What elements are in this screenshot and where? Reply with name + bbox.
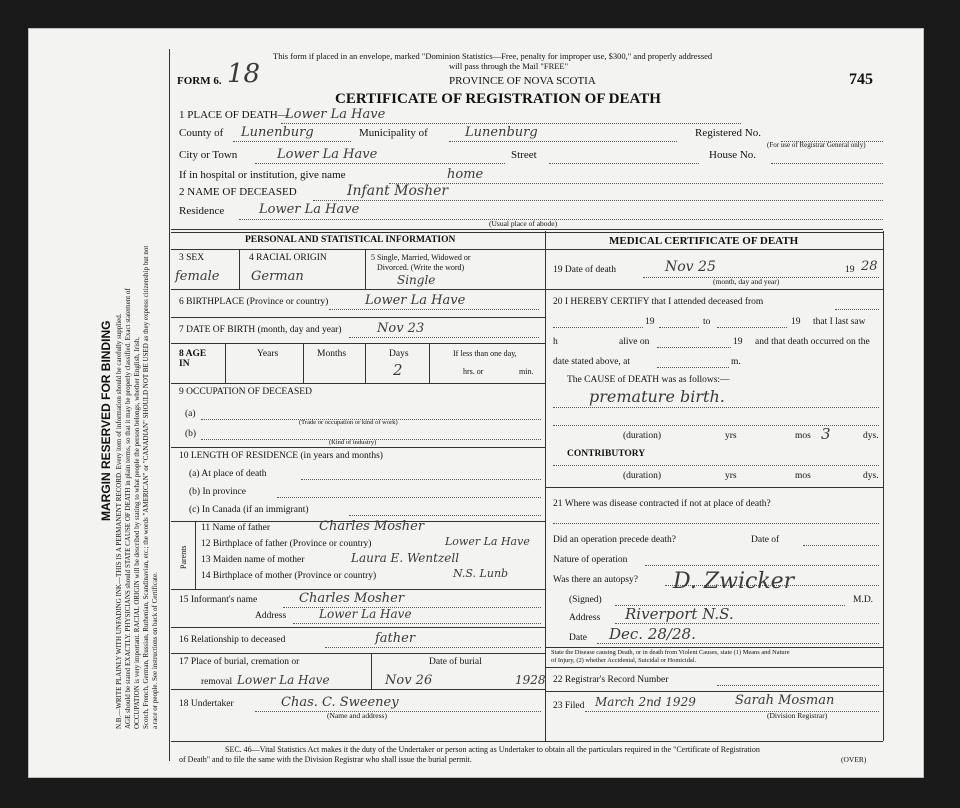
registrar-signature: Sarah Mosman <box>735 693 835 708</box>
death-certificate <box>28 28 924 778</box>
mother-birthplace-label: 14 Birthplace of mother (Province or country) <box>201 571 377 581</box>
footer-sec46: SEC. 46—Vital Statistics Act makes it the duty of the Undertaker or person acting as Undertaker to obtain all the particulars required in the "Certificate of Registration <box>225 745 760 754</box>
race-label: 4 RACIAL ORIGIN <box>249 253 327 263</box>
duration-label: (duration) <box>623 431 661 441</box>
violent-note: State the Disease causing Death, or in death from Violent Causes, state (1) Means and Nature <box>551 649 790 656</box>
occupation-label: 9 OCCUPATION OF DECEASED <box>179 387 312 397</box>
nature-label: Nature of operation <box>553 555 628 565</box>
margin-title: MARGIN RESERVED FOR BINDING <box>99 320 113 521</box>
dys-label: dys. <box>863 471 879 481</box>
death-date-value: Nov 25 <box>665 259 716 275</box>
rule <box>657 367 729 368</box>
certificate-number: 745 <box>849 71 873 88</box>
rule <box>233 141 351 142</box>
place-of-death-value: Lower La Have <box>285 107 386 122</box>
less-than-day-label: If less than one day, <box>453 349 517 358</box>
alive-h: h <box>553 337 558 347</box>
operation-date-label: Date of <box>751 535 780 545</box>
rule <box>615 623 879 624</box>
cell-divider <box>303 343 304 383</box>
mother-value: Laura E. Wentzell <box>351 551 460 565</box>
sex-value: female <box>175 269 220 284</box>
county-value: Lunenburg <box>241 125 314 140</box>
q22-label: 22 Registrar's Record Number <box>553 675 669 685</box>
father-birthplace-label: 12 Birthplace of father (Province or country) <box>201 539 372 549</box>
occupation-b-note: (Kind of industry) <box>329 439 377 446</box>
min-label: min. <box>519 367 534 376</box>
signature-date-value: Dec. 28/28. <box>609 625 696 643</box>
undertaker-label: 18 Undertaker <box>179 699 234 709</box>
name-label: 2 NAME OF DECEASED <box>179 186 297 198</box>
yrs-label: yrs <box>725 471 737 481</box>
rule <box>171 343 545 344</box>
rule <box>449 141 677 142</box>
rule <box>171 653 545 654</box>
table-right <box>883 231 884 741</box>
rule <box>545 647 883 648</box>
alive-19: 19 <box>733 337 743 347</box>
rule <box>329 309 539 310</box>
rule <box>171 627 545 628</box>
violent-note: of Injury, (2) whether Accidental, Suicidal or Homicidal. <box>551 657 697 664</box>
rule <box>553 465 879 466</box>
table-top-rule <box>171 229 883 233</box>
registrar-note: (For use of Registrar General only) <box>767 141 866 149</box>
relationship-label: 16 Relationship to deceased <box>179 635 286 645</box>
rule <box>835 309 879 310</box>
rule <box>281 123 741 124</box>
rule <box>803 545 879 546</box>
marital-label: Divorced. (Write the word) <box>377 263 465 272</box>
abode-note: (Usual place of abode) <box>489 219 558 228</box>
mail-notice: will pass through the Mail "FREE" <box>449 61 569 71</box>
burial-place-value: Lower La Have <box>237 673 330 687</box>
yrs-label: yrs <box>725 431 737 441</box>
rule <box>255 711 541 712</box>
hrs-label: hrs. or <box>463 367 484 376</box>
informant-label: 15 Informant's name <box>179 595 258 605</box>
rule <box>325 647 541 648</box>
dys-label: dys. <box>863 431 879 441</box>
days-label: Days <box>389 349 409 359</box>
relationship-value: father <box>375 631 416 646</box>
table-bottom-rule <box>171 741 883 742</box>
instruction-line: N.B.—WRITE PLAINLY WITH UNFADING INK—THIS IS A PERMANENT RECORD. Every item of information should be carefully supplied. <box>115 313 123 729</box>
instruction-line: Scotch, French, German, Russian, Ruthenian, Scandinavian, etc.; the words "AMERICAN" or "CANADIAN" SHOULD NOT BE USED as they express citizenship but not <box>142 245 150 729</box>
certify-to: to <box>703 317 711 327</box>
rule <box>171 447 545 448</box>
rule <box>171 689 545 690</box>
cause-value: premature birth. <box>589 387 725 406</box>
rule <box>549 163 699 164</box>
rule <box>553 523 879 524</box>
residence-b: (b) In province <box>189 487 246 497</box>
certificate-title: CERTIFICATE OF REGISTRATION OF DEATH <box>335 91 661 107</box>
rule <box>349 337 539 338</box>
municipality-value: Lunenburg <box>465 125 538 140</box>
city-value: Lower La Have <box>277 147 378 162</box>
operation-label: Did an operation precede death? <box>553 535 676 545</box>
occupation-a-note: (Trade or occupation or kind of work) <box>299 419 398 426</box>
dob-value: Nov 23 <box>377 321 425 336</box>
informant-value: Charles Mosher <box>299 591 405 606</box>
mos-label: mos <box>795 431 811 441</box>
rule <box>597 643 879 644</box>
personal-heading: PERSONAL AND STATISTICAL INFORMATION <box>245 235 456 245</box>
rule <box>545 289 883 290</box>
cell-divider <box>225 343 226 383</box>
registered-no-label: Registered No. <box>695 127 761 139</box>
rule <box>293 623 541 624</box>
cell-divider <box>195 521 196 589</box>
mother-label: 13 Maiden name of mother <box>201 555 305 565</box>
form-number: FORM 6. <box>177 75 222 87</box>
physician-address-value: Riverport N.S. <box>625 605 734 623</box>
county-label: County of <box>179 127 224 139</box>
certify-19a: 19 <box>645 317 655 327</box>
filed-value: March 2nd 1929 <box>595 695 696 709</box>
certify-label: 20 I HEREBY CERTIFY that I attended deceased from <box>553 297 764 307</box>
birthplace-value: Lower La Have <box>365 293 466 308</box>
sex-label: 3 SEX <box>179 253 205 263</box>
name-value: Infant Mosher <box>347 183 449 199</box>
rule <box>313 200 883 201</box>
marital-value: Single <box>397 273 436 287</box>
place-of-death-label: 1 PLACE OF DEATH— <box>179 109 289 121</box>
street-label: Street <box>511 149 537 161</box>
occupation-b: (b) <box>185 429 197 439</box>
rule <box>545 487 883 488</box>
death-date-note: (month, day and year) <box>713 277 780 286</box>
city-label: City or Town <box>179 149 238 161</box>
cell-divider <box>429 343 430 383</box>
m-label: m. <box>731 357 741 367</box>
division-note: (Division Registrar) <box>767 711 828 720</box>
informant-address-label: Address <box>255 611 287 621</box>
death-year-value: 28 <box>861 259 878 274</box>
alive-on-label: alive on <box>619 337 650 347</box>
cell-divider <box>365 249 366 289</box>
rule <box>301 479 541 480</box>
father-birthplace-value: Lower La Have <box>445 535 530 548</box>
death-date-label: 19 Date of death <box>553 265 617 275</box>
column-divider <box>545 231 546 741</box>
rule <box>349 515 541 516</box>
marital-label: 5 Single, Married, Widowed or <box>371 253 471 262</box>
signature-date-label: Date <box>569 633 587 643</box>
rule <box>171 249 545 250</box>
form-number-handwritten: 18 <box>227 59 261 89</box>
certify-19b: 19 <box>791 317 801 327</box>
cell-divider <box>239 249 240 289</box>
hospital-label: If in hospital or institution, give name <box>179 169 346 181</box>
rule <box>645 565 879 566</box>
footer-sec46: of Death" and to file the same with the Division Registrar who shall issue the burial permit. <box>179 755 472 764</box>
rule <box>171 317 545 318</box>
residence-value: Lower La Have <box>259 202 360 217</box>
burial-removal-label: removal <box>201 677 233 687</box>
rule <box>657 347 731 348</box>
age-label: 8 AGE IN <box>179 349 207 369</box>
residence-length-label: 10 LENGTH OF RESIDENCE (in years and months) <box>179 451 383 461</box>
residence-c: (c) In Canada (if an immigrant) <box>189 505 309 515</box>
informant-address-value: Lower La Have <box>319 607 412 621</box>
father-label: 11 Name of father <box>201 523 271 533</box>
date-stated-label: date stated above, at <box>553 357 631 367</box>
duration-label: (duration) <box>623 471 661 481</box>
rule <box>171 383 545 384</box>
last-saw-label: that I last saw <box>813 317 866 327</box>
days-value: 2 <box>393 361 403 379</box>
mos-label: mos <box>795 471 811 481</box>
rule <box>171 289 545 290</box>
years-label: Years <box>257 349 279 359</box>
province: PROVINCE OF NOVA SCOTIA <box>449 75 596 87</box>
rule <box>277 497 541 498</box>
rule <box>255 163 505 164</box>
mother-birthplace-value: N.S. Lunb <box>453 567 509 580</box>
father-value: Charles Mosher <box>319 519 425 534</box>
cause-label: The CAUSE of DEATH was as follows:— <box>567 375 730 385</box>
months-label: Months <box>317 349 347 359</box>
cell-divider <box>371 653 372 689</box>
contributory-label: CONTRIBUTORY <box>567 449 646 459</box>
undertaker-note: (Name and address) <box>327 711 387 720</box>
instruction-line: AGE should be stated EXACTLY. PHYSICIANS should STATE CAUSE OF DEATH in plain terms, so that it may be properly classified. Exact statement of <box>124 288 132 729</box>
rule <box>545 249 883 250</box>
race-value: German <box>251 269 304 284</box>
residence-a: (a) At place of death <box>189 469 267 479</box>
hospital-value: home <box>447 167 484 182</box>
municipality-label: Municipality of <box>359 127 428 139</box>
residence-label: Residence <box>179 205 225 217</box>
rule <box>553 407 879 408</box>
mail-notice: This form if placed in an envelope, marked "Dominion Statistics—Free, penalty for improper use, $300," and properly addressed <box>273 51 713 61</box>
occupation-a: (a) <box>185 409 196 419</box>
autopsy-label: Was there an autopsy? <box>553 575 638 585</box>
rule <box>659 327 699 328</box>
physician-address-label: Address <box>569 613 601 623</box>
burial-year-value: 1928 <box>515 673 546 687</box>
cell-divider <box>365 343 366 383</box>
rule <box>717 685 879 686</box>
rule <box>239 219 883 220</box>
death-year-prefix: 19 <box>845 265 855 275</box>
margin-divider <box>169 49 170 761</box>
occurred-label: and that death occurred on the <box>755 337 870 347</box>
footer-over: (OVER) <box>841 755 867 764</box>
rule <box>585 711 879 712</box>
q21-label: 21 Where was disease contracted if not at place of death? <box>553 499 771 509</box>
burial-date-label: Date of burial <box>429 657 482 667</box>
cause-mos-value: 3 <box>821 425 831 443</box>
rule <box>171 589 545 590</box>
instruction-line: a race or people. See instructions on back of Certificate. <box>151 572 159 729</box>
rule <box>545 667 883 668</box>
md-label: M.D. <box>853 595 874 605</box>
q23-label: 23 Filed <box>553 701 585 711</box>
rule <box>553 327 643 328</box>
burial-date-value: Nov 26 <box>385 673 433 688</box>
rule <box>717 327 787 328</box>
birthplace-label: 6 BIRTHPLACE (Province or country) <box>179 297 329 307</box>
undertaker-value: Chas. C. Sweeney <box>281 695 399 710</box>
rule <box>545 691 883 692</box>
signed-label: (Signed) <box>569 595 602 605</box>
rule <box>771 163 883 164</box>
burial-label: 17 Place of burial, cremation or <box>179 657 300 667</box>
signature-value: D. Zwicker <box>673 569 795 594</box>
house-no-label: House No. <box>709 149 757 161</box>
rule <box>389 183 883 184</box>
medical-heading: MEDICAL CERTIFICATE OF DEATH <box>609 235 799 247</box>
instruction-line: OCCUPATION is very important. RACIAL ORIGIN will be described by stating to what people the person belongs, whether English, Irish, <box>133 336 141 729</box>
parents-label: Parents <box>179 545 188 569</box>
dob-label: 7 DATE OF BIRTH (month, day and year) <box>179 325 342 335</box>
